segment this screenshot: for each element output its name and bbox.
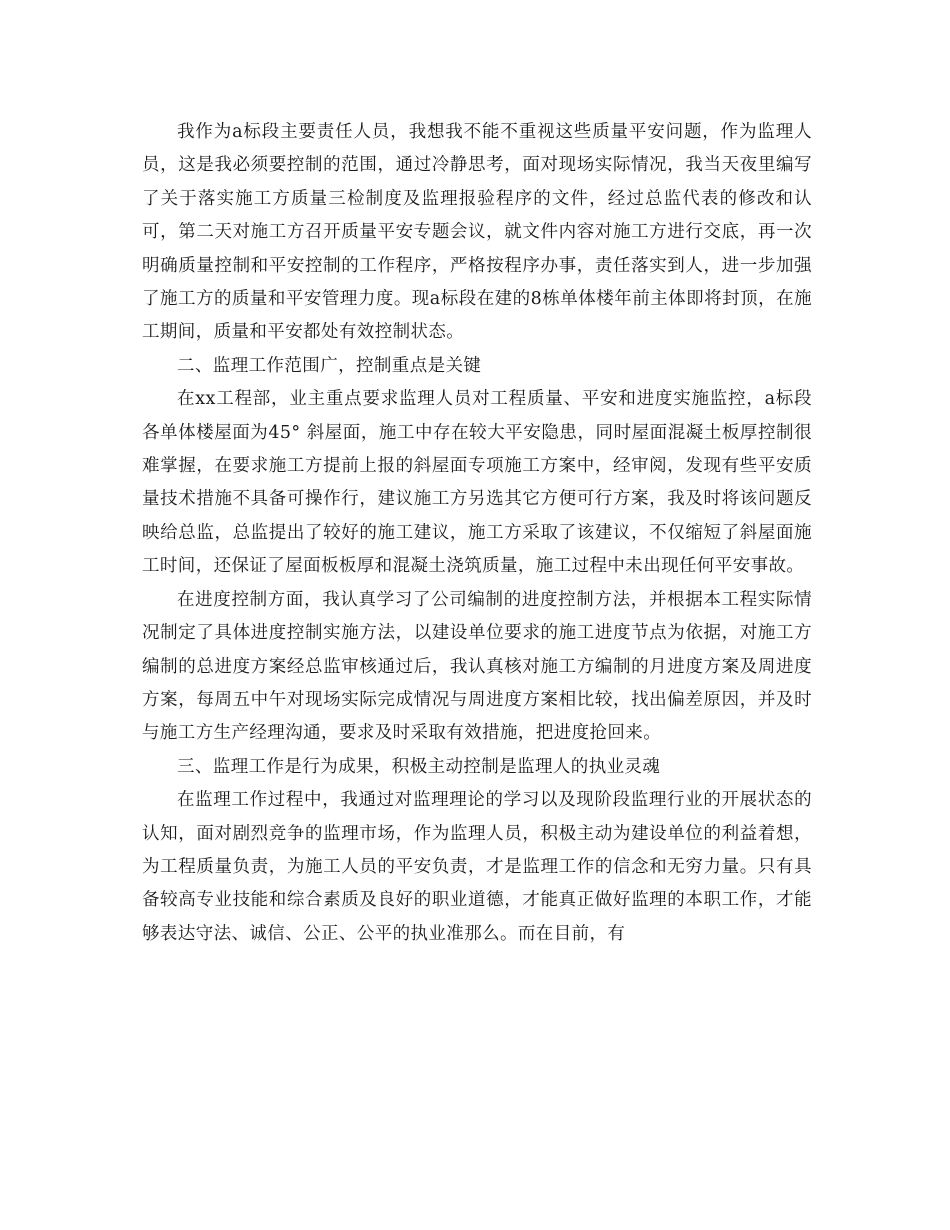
- paragraph-supervision-scope: 在xx工程部，业主重点要求监理人员对工程质量、平安和进度实施监控，a标段各单体楼屋面为45° 斜屋面，施工中存在较大平安隐患，同时屋面混凝土板厚控制很难掌握，在要求施工方提前上报的斜屋面专项施工方案中，经审阅，发现有些平安质量技术措施不具备可操作行，建议施工方另选其它方便可行方案，我及时将该问题反映给总监，总监提出了较好的施工建议，施工方采取了该建议，不仅缩短了斜屋面施工时间，还保证了屋面板板厚和混凝土浇筑质量，施工过程中未出现任何平安事故。: [142, 389, 812, 577]
- document-body: [142, 116, 812, 951]
- paragraph-proactive-control: 在监理工作过程中，我通过对监理理论的学习以及现阶段监理行业的开展状态的认知，面对剧烈竞争的监理市场，作为监理人员，积极主动为建设单位的利益着想，为工程质量负责，为施工人员的平安负责，才是监理工作的信念和无穷力量。只有具备较高专业技能和综合素质及良好的职业道德，才能真正做好监理的本职工作，才能够表达守法、诚信、公正、公平的执业准那么。而在目前，有: [142, 790, 812, 944]
- section-heading-2: 二、监理工作范围广，控制重点是关键: [177, 355, 482, 376]
- paragraph-quality-safety-control: 我作为a标段主要责任人员，我想我不能不重视这些质量平安问题，作为监理人员，这是我必须要控制的范围，通过冷静思考，面对现场实际情况，我当天夜里编写了关于落实施工方质量三检制度及监理报验程序的文件，经过总监代表的修改和认可，第二天对施工方召开质量平安专题会议，就文件内容对施工方进行交底，再一次明确质量控制和平安控制的工作程序，严格按程序办事，责任落实到人，进一步加强了施工方的质量和平安管理力度。现a标段在建的8栋单体楼年前主体即将封顶，在施工期间，质量和平安都处有效控制状态。: [142, 122, 812, 343]
- paragraph-progress-control: 在进度控制方面，我认真学习了公司编制的进度控制方法，并根据本工程实际情况制定了具体进度控制实施方法，以建设单位要求的施工进度节点为依据，对施工方编制的总进度方案经总监审核通过后，我认真核对施工方编制的月进度方案及周进度方案，每周五中午对现场实际完成情况与周进度方案相比较，找出偏差原因，并及时与施工方生产经理沟通，要求及时采取有效措施，把进度抢回来。: [142, 589, 812, 744]
- section-heading-3: 三、监理工作是行为成果，积极主动控制是监理人的执业灵魂: [177, 756, 661, 777]
